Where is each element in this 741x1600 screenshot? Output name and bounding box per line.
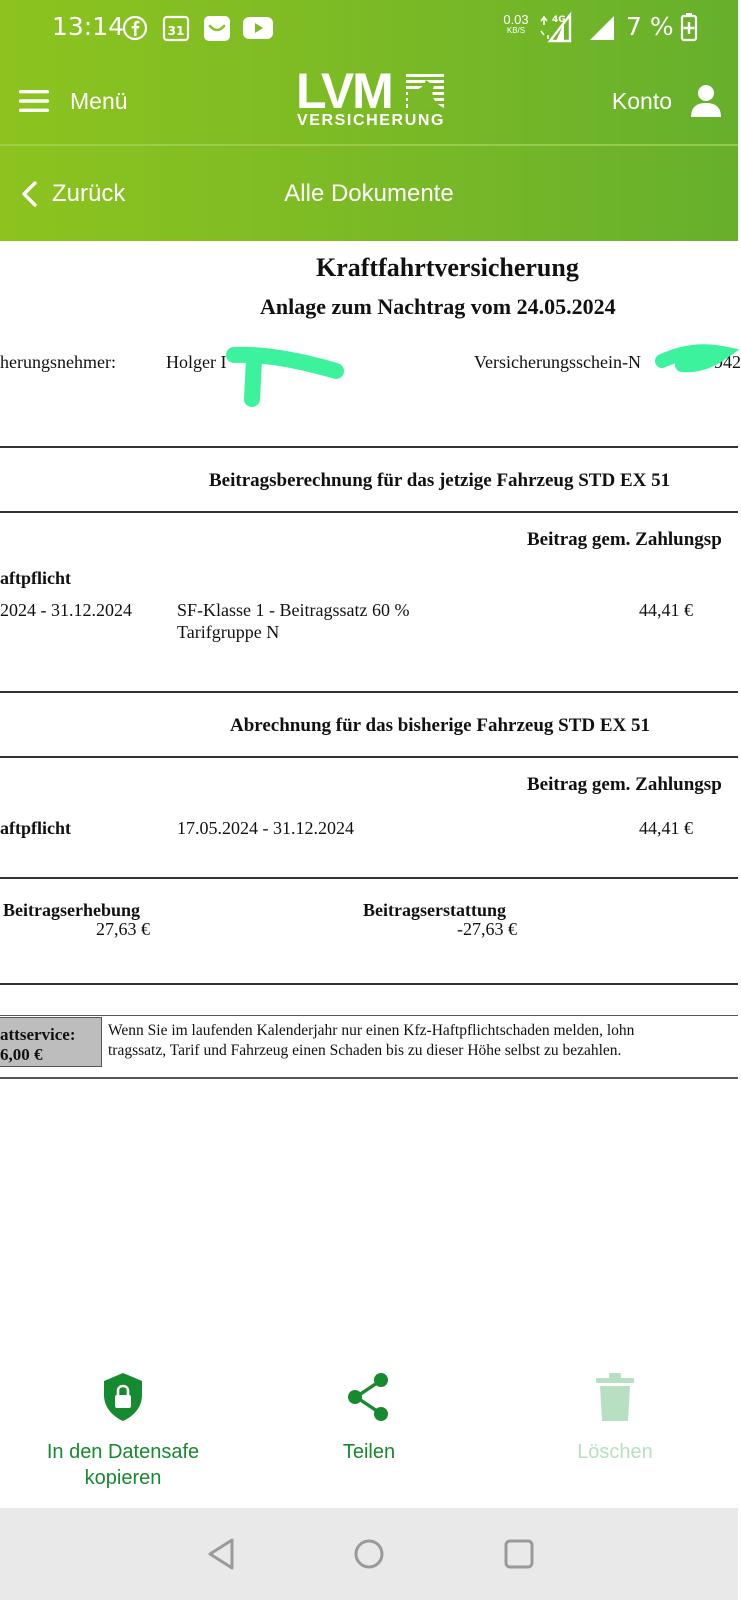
refund-amount: -27,63 € (457, 919, 517, 939)
discount-service-amount: 6,00 € (0, 1045, 43, 1064)
signal-strength-icon (588, 14, 616, 42)
section-divider (0, 756, 738, 758)
copy-to-datensafe-label: In den Datensafe kopieren (46, 1441, 200, 1489)
policyholder-label: herungsnehmer: (0, 352, 116, 372)
section1-row-amount: 44,41 € (639, 600, 693, 620)
gift-icon (202, 13, 232, 43)
status-time: 13:14 (52, 12, 125, 41)
android-navigation-bar (0, 1508, 738, 1600)
copy-to-datensafe-button[interactable] (0, 1365, 246, 1510)
user-icon (690, 84, 722, 118)
shield-lock-icon (98, 1371, 148, 1423)
back-triangle-icon[interactable] (200, 1532, 244, 1576)
section-divider (0, 691, 738, 693)
account-button[interactable] (612, 78, 722, 124)
box-top-border (0, 1015, 738, 1016)
app-header (0, 56, 738, 144)
document-actions-bar (0, 1365, 738, 1510)
policy-number-fragment: 942 (714, 352, 741, 372)
calendar-icon (162, 14, 190, 42)
battery-charging-icon (680, 12, 698, 42)
section1-row-tariff: Tarifgruppe N (177, 622, 280, 642)
charge-label: Beitragserhebung (3, 900, 140, 920)
charge-amount: 27,63 € (96, 919, 150, 939)
redaction-mark (652, 341, 732, 377)
account-label: Konto (611, 87, 672, 114)
data-rate-indicator: 0.03 KB/S (503, 12, 529, 35)
youtube-icon (242, 16, 274, 40)
share-icon (344, 1371, 394, 1423)
svg-text:LVM: LVM (296, 63, 392, 119)
logo-subtext: VERSICHERUNG (296, 112, 446, 129)
app-header-background (0, 0, 738, 241)
section2-row-period: 17.05.2024 - 31.12.2024 (177, 818, 354, 838)
discount-service-text-line2: tragssatz, Tarif und Fahrzeug einen Schaden bis zu dieser Höhe selbst zu bezahlen. (108, 1042, 622, 1059)
status-bar (0, 0, 738, 56)
delete-label: Löschen (577, 1441, 653, 1463)
recents-square-icon[interactable] (497, 1532, 541, 1576)
redaction-mark (224, 341, 350, 407)
back-label: Zurück (52, 180, 126, 207)
delete-button[interactable] (492, 1365, 738, 1510)
menu-button[interactable] (18, 78, 128, 124)
lvm-logo[interactable] (296, 63, 446, 138)
section1-row-class: SF-Klasse 1 - Beitragssatz 60 % (177, 600, 410, 620)
share-button[interactable] (246, 1365, 492, 1510)
page-title: Alle Dokumente (284, 180, 454, 207)
document-viewer[interactable] (0, 241, 741, 1081)
svg-text:4G: 4G (552, 15, 566, 25)
lvm-logo-mark (296, 63, 446, 119)
policyholder-name: Holger I (166, 352, 227, 372)
document-title: Kraftfahrtversicherung (316, 253, 579, 282)
document-subtitle: Anlage zum Nachtrag vom 24.05.2024 (260, 294, 616, 319)
section-divider (0, 983, 738, 985)
section-divider (0, 877, 738, 879)
menu-label: Menü (70, 87, 128, 114)
svg-text:31: 31 (167, 24, 185, 38)
section-divider (0, 511, 738, 513)
section2-heading: Abrechnung für das bisherige Fahrzeug STD EX 51 (230, 715, 650, 736)
discount-service-text-line1: Wenn Sie im laufenden Kalenderjahr nur einen Kfz-Haftpflichtschaden melden, lohn (108, 1022, 635, 1039)
home-circle-icon[interactable] (347, 1532, 391, 1576)
hamburger-menu-icon (18, 88, 50, 114)
discount-service-label: attservice: (0, 1025, 76, 1044)
mobile-signal-icon (540, 13, 584, 43)
section1-row-period: 2024 - 31.12.2024 (0, 600, 132, 620)
section1-heading: Beitragsberechnung für das jetzige Fahrzeug STD EX 51 (209, 470, 671, 491)
section2-row-amount: 44,41 € (639, 818, 693, 838)
section2-row-category: aftpflicht (0, 818, 71, 838)
trash-icon (590, 1371, 640, 1423)
box-bottom-border (0, 1077, 738, 1079)
section-divider (0, 446, 738, 448)
share-label: Teilen (342, 1441, 396, 1463)
sub-navigation (0, 146, 738, 241)
facebook-icon (122, 15, 148, 41)
section1-row-category: aftpflicht (0, 568, 71, 588)
refund-label: Beitragserstattung (363, 900, 506, 920)
battery-percentage: 7 % (626, 12, 674, 41)
section2-column-header: Beitrag gem. Zahlungsp (527, 774, 722, 795)
policy-number-label: Versicherungsschein-N (474, 352, 641, 372)
section1-column-header: Beitrag gem. Zahlungsp (527, 529, 722, 550)
